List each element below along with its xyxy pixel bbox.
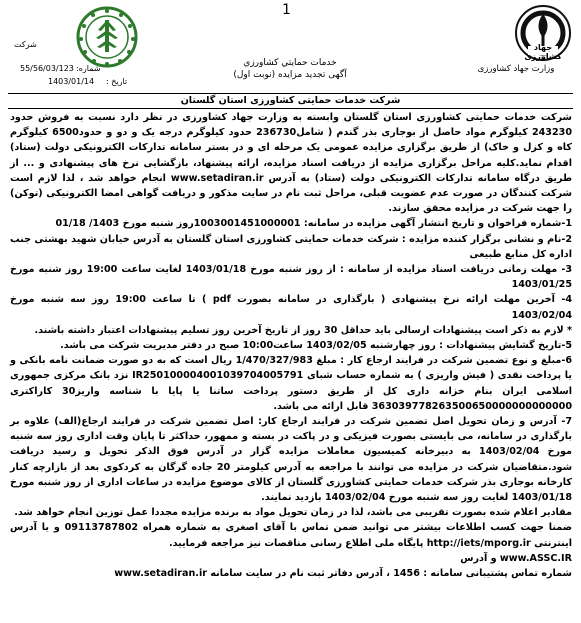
support-line: شماره تماس پشتیبانی سامانه : 1456 ، آدرس دفاتر ثبت نام در سایت سامانه www.setadiran.ir xyxy=(114,568,572,580)
letter-number-label: شماره: xyxy=(76,64,101,73)
item-5-paragraph: 5-تاریخ گشایش پیشنهادات : روز چهارشنبه 1403/02/05 ساعت10:00 صبح در دفتر مدیریت شرکت می باشد. xyxy=(60,340,572,352)
announcement-body xyxy=(10,110,572,581)
ministry-name: وزارت جهاد کشاورزی xyxy=(477,64,555,74)
intro-paragraph: شرکت خدمات حمایتی کشاورزی استان گلستان وابسته به وزارت جهاد کشاورزی در نظر دارد نسبت به فروش حدود 243230 کیلوگرم مواد حاصل از بوجاری بذر گندم ( شامل236730 حدود کیلوگرم درجه یک و دو و حدود6500 کیلوگرم کاه و کزل و خاک) از طریق برگزاری مزایده عمومی یک مرحله ای و در بستر سامانه تدارکات الکترونیکی دولت (ستاد) اقدام نماید.کلیه مراحل برگزاری مزایده از دریافت اسناد مزایده، ارائه پیشنهاد، بازگشایی نرخ های پیشنهادی و ... از طریق درگاه سامانه تدارکات الکترونیکی دولت (ستاد) به آدرس www.setadiran.ir انجام خواهد شد ، لذا لازم است شرکت کنندگان در صورت عدم عضویت قبلی، مراحل ثبت نام در سایت مذکور و دریافت گواهی امضا الکترونیکی (توکن) را جهت شرکت در مزایده محقق سازند. xyxy=(10,112,572,215)
item-7-paragraph: 7- آدرس و زمان تحویل اصل تضمین شرکت در فرایند ارجاع کار: اصل تضمین شرکت در فرایند ارجاع(الف) علاوه بر بارگذاری در سامانه، می بایستی بصورت فیزیکی و در پاکت در بسته و ممهور، حداکثر تا پایان وقت اداری روز سه شنبه مورخ 1403/02/04 به دبیرخانه کمیسیون معاملات مزایده گزار در آدرس فوق الذکر تحویل و رسید دریافت شود.متقاضیان شرکت در مزایده می توانند با مراجعه به آدرس کیلومتر 20 جاده گرگان به کردکوی بعد از بازارچه کنار کارخانه بوجاری بذر شرکت خدمات حمایتی کشاورزی گلستان از کالای موضوع مزایده در ساعات اداری از روز شنبه مورخ 1403/01/18 لغایت روز سه شنبه مورخ 1403/02/04 بازدید نمایند. xyxy=(10,416,573,504)
item-2-paragraph: 2-نام و نشانی برگزار کننده مزایده : شرکت خدمات حمایتی کشاورزی استان گلستان به آدرس خیابان شهید بهشتی جنب اداره کل منابع طبیعی xyxy=(10,233,572,260)
assc-address: www.ASSC.IR و آدرس xyxy=(460,552,572,564)
note-paragraph: * لازم به ذکر است پیشنهادات ارسالی باید حداقل 30 روز از تاریخ آخرین روز تسلیم پیشنهادات اعتبار داشته باشند. xyxy=(34,324,572,336)
item-6-paragraph: 6-مبلغ و نوع تضمین شرکت در فرایند ارجاع کار : مبلغ 1/470/327/983 ریال است که به دو صورت ضمانت نامه بانکی و یا پرداخت نقدی ( فیش واریزی ) به شماره حساب شبای IR250100004001039704005791 نزد بانک مرکزی جمهوری اسلامی ایران بنام خزانه داری کل از طریق دستور پرداخت ساتنا یا پایا با شناسه واریز30 کاراکتری 363039778263500650000000000000 قابل ارائه می باشد. xyxy=(10,355,573,412)
item-1-paragraph: 1-شماره فراخوان و تاریخ انتشار آگهی مزایده در سامانه: 1003001451000001روز شنبه مورخ 1403/ 01/18 xyxy=(55,218,572,230)
item-4-paragraph: 4- آخرین مهلت ارائه نرخ پیشنهادی ( بارگذاری در سامانه بصورت pdf ) تا ساعت 19:00 روز سه شنبه مورخ 1403/02/04 xyxy=(10,294,572,321)
page-number: 1 xyxy=(282,2,291,18)
letter-number-value: 55/56/03/123 xyxy=(20,64,74,73)
contact-info: ضمنا جهت کسب اطلاعات بیشتر می توانید ضمن تماس با آقای اصغری به شماره همراه 09113787802 و یا آدرس اینترنتی http://iets/mporg.ir پایگاه ملی اطلاع رسانی مناقصات نیز مراجعه فرمایید. xyxy=(10,522,572,549)
item-3-paragraph: 3- مهلت زمانی دریافت اسناد مزایده از سامانه : از روز شنبه مورخ 1403/01/18 لغایت ساعت 19:00 روز شنبه مورخ 1403/01/25 xyxy=(10,264,572,291)
letter-date-label: تاریخ : xyxy=(106,77,128,86)
organization-emblem-logo xyxy=(76,6,138,68)
document-title: شرکت خدمات حمایتی کشاورزی استان گلستان xyxy=(8,93,573,109)
letter-date-value: 1403/01/14 xyxy=(48,77,95,86)
company-label: شرکت xyxy=(14,40,37,49)
org-line-2: آگهی تجدید مزایده (نوبت اول) xyxy=(233,70,347,80)
quantities-note: مقادیر اعلام شده بصورت تقریبی می باشد، لذا در زمان تحویل مواد به برنده مزایده مجددا عمل توزین انجام خواهد شد. xyxy=(14,507,572,519)
ministry-logo-text: جهاد کشاورزی xyxy=(524,43,562,61)
org-line-1: خدمات حمايتي كشاورزي xyxy=(243,58,337,68)
